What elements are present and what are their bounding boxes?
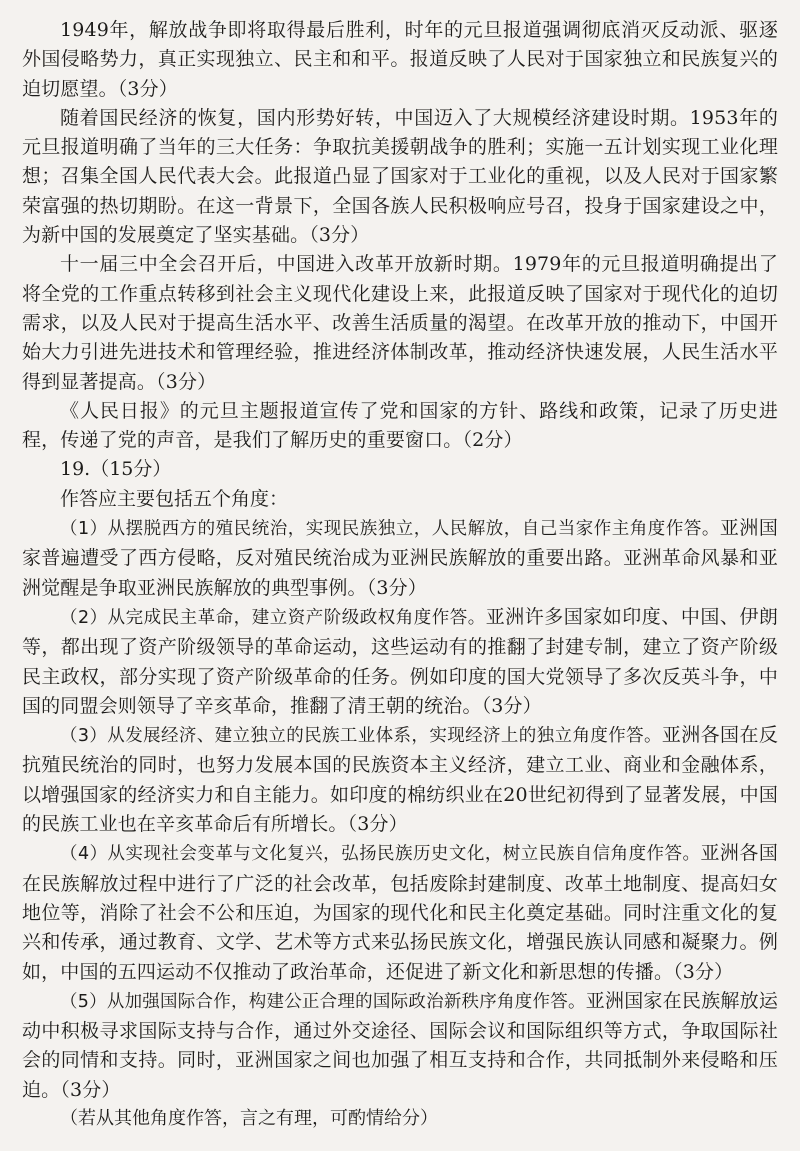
answer-angle-3 [22,721,778,839]
answer-angle-5 [22,987,778,1105]
angle-1-heading: （1）从摆脱西方的殖民统治，实现民族独立，人民解放，自己当家作主角度作答。 [60,519,720,540]
paragraph-1953: 随着国民经济的恢复，国内形势好转，中国迈入了大规模经济建设时期。1953年的元旦报道明确了当年的三大任务：争取抗美援朝战争的胜利；实施一五计划实现工业化理想；召集全国人民代表大会。此报道凸显了国家对于工业化的重视，以及人民对于国家繁荣富强的热切期盼。在这一背景下，全国各族人民积极响应号召，投身于国家建设之中，为新中国的发展奠定了坚实基础。（3分） [22,106,778,247]
angle-2-body: 亚洲许多国家如印度、中国、伊朗等，都出现了资产阶级领导的革命运动，这些运动有的推翻了封建专制，建立了资产阶级民主政权，部分实现了资产阶级革命的任务。例如印度的国大党领导了多次反英斗争，中国的同盟会则领导了辛亥革命，推翻了清王朝的统治。（3分） [22,605,778,717]
angle-5-body: 亚洲国家在民族解放运动中积极寻求国际支持与合作，通过外交途径、国际会议和国际组织等方式，争取国际社会的同情和支持。同时，亚洲国家之间也加强了相互支持和合作，共同抵制外来侵略和压迫。（3分） [22,989,778,1101]
answer-angle-4 [22,839,778,986]
paragraph-1949: 1949年，解放战争即将取得最后胜利，时年的元旦报道强调彻底消灭反动派、驱逐外国侵略势力，真正实现独立、民主和和平。报道反映了人民对于国家独立和民族复兴的迫切愿望。（3分） [22,19,778,100]
question-19-number: 19.（15分） [60,458,172,481]
angle-5-heading: （5）从加强国际合作，构建公正合理的国际政治新秩序角度作答。 [60,991,586,1012]
answer-angle-2 [22,603,778,721]
paragraph-peoples-daily: 《人民日报》的元旦主题报道宣传了党和国家的方针、路线和政策，记录了历史进程，传递了党的声音，是我们了解历史的重要窗口。（2分） [22,399,778,452]
paragraph-1979: 十一届三中全会召开后，中国进入改革开放新时期。1979年的元旦报道明确提出了将全党的工作重点转移到社会主义现代化建设上来，此报道反映了国家对于现代化的迫切需求，以及人民对于提高生活水平、改善生活质量的渴望。在改革开放的推动下，中国开始大力引进先进技术和管理经验，推进经济体制改革，推动经济快速发展，人民生活水平得到显著提高。（3分） [22,253,778,393]
answer-angle-1 [22,514,778,603]
angle-1-body: 亚洲国家普遍遭受了西方侵略，反对殖民统治成为亚洲民族解放的重要出路。亚洲革命风暴和亚洲觉醒是争取亚洲民族解放的典型事例。（3分） [22,517,779,599]
grading-note: （若从其他角度作答，言之有理，可酌情给分） [60,1107,438,1129]
angle-4-body: 亚洲各国在民族解放过程中进行了广泛的社会改革，包括废除封建制度、改革土地制度、提高妇女地位等，消除了社会不公和压迫，为国家的现代化和民主化奠定基础。同时注重文化的复兴和传承，通过教育、文学、艺术等方式来弘扬民族文化，增强民族认同感和凝聚力。例如，中国的五四运动不仅推动了政治革命，还促进了新文化和新思想的传播。（3分） [22,842,779,983]
angle-3-body: 亚洲各国在反抗殖民统治的同时，也努力发展本国的民族资本主义经济，建立工业、商业和金融体系，以增强国家的经济实力和自主能力。如印度的棉纺织业在20世纪初得到了显著发展，中国的民族工业也在辛亥革命后有所增长。（3分） [22,724,778,836]
question-19-intro: 作答应主要包括五个角度： [60,487,289,510]
angle-4-heading: （4）从实现社会变革与文化复兴，弘扬民族历史文化，树立民族自信角度作答。 [60,844,701,865]
angle-3-heading: （3）从发展经济、建立独立的民族工业体系，实现经济上的独立角度作答。 [60,726,662,747]
angle-2-heading: （2）从完成民主革命，建立资产阶级政权角度作答。 [60,607,486,628]
